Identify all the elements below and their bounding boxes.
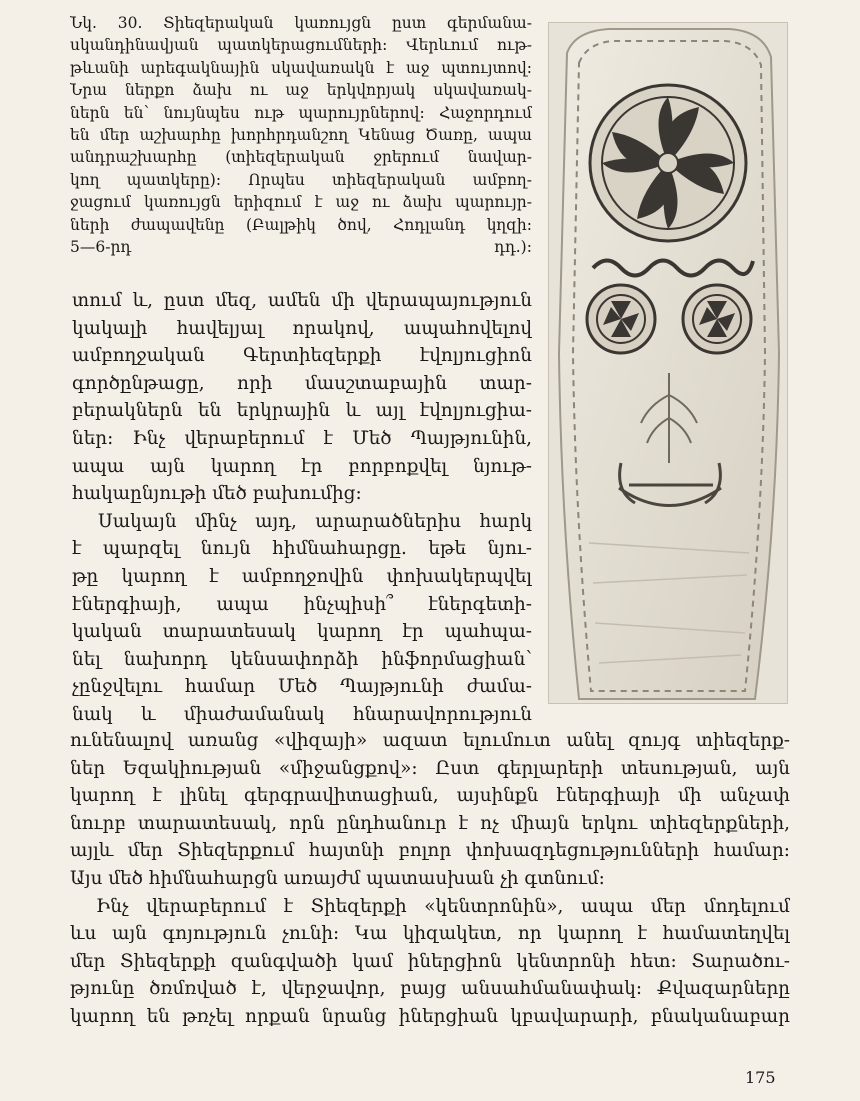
caption-line: Նկ. 30. Տիեզերական կառույցն ըստ գերմանա-	[70, 14, 532, 32]
body-line: Ինչ վերաբերում է Տիեզերքի «կենտրոնին», ապա մեր մոդելում	[96, 895, 790, 917]
body-line: կական տարատեսակ կարող էր պահպա-	[72, 621, 532, 643]
body-line: ներ: Ինչ վերաբերում է Մեծ Պայթյունին,	[72, 427, 532, 449]
body-line: է պարզել նույն հիմնահարցը. եթե նյու-	[72, 538, 532, 560]
body-line: կակալի հավելյալ որակով, ապահովելով	[72, 317, 532, 339]
caption-line: ների ժապավենը (Բալթիկ ծով, Հոդլանդ կղզի:	[70, 215, 532, 234]
body-line: նակ և միաժամանակ հնարավորություն	[72, 703, 532, 725]
figure-caption	[70, 12, 532, 258]
body-line: ունենալով առանց «վիզայի» ազատ ելումուտ անել զույգ տիեզերք-	[70, 730, 790, 751]
body-line: ապա այն կարող էր բորբոքվել նյութ-	[72, 455, 532, 477]
caption-line: Նրա ներքո ձախ ու աջ երկվորյակ սկավառակ-	[70, 81, 532, 100]
left-small-disc	[587, 285, 655, 353]
body-line: բերակներն են երկրային և այլ էվոլյուցիա-	[72, 400, 532, 422]
caption-line: են մեր աշխարհը խորհրդանշող Կենաց Ծառը, ապա	[70, 126, 532, 145]
page-number: 175	[745, 1068, 776, 1087]
body-line: կարող է լինել գերգրավիտացիան, այսինքն էներգիայի մի անչափ	[70, 785, 790, 807]
stele-figure	[548, 22, 788, 704]
body-column-text	[72, 287, 532, 729]
body-line: Այս մեծ հիմնահարցն առայժմ պատասխան չի գտնում:	[70, 867, 605, 889]
right-small-disc	[683, 285, 751, 353]
sun-disc	[590, 85, 746, 241]
caption-line: կող պատկերը): Որպես տիեզերական ամբող-	[70, 170, 532, 189]
body-line: հակաընյութի մեծ բախումից:	[72, 483, 362, 505]
body-line: ներ Եզակիության «միջանցքով»: Ըստ գերլարերի տեսության, այն	[70, 757, 790, 779]
caption-line: ներն են՝ նույնպես ութ պարույրներով: Հաջորդում	[70, 103, 532, 122]
body-line: նուրբ տարատեսակ, որն ընդհանուր է ոչ միայն երկու տիեզերքների,	[70, 812, 790, 834]
caption-line: 5—6-րդ դդ.)։	[70, 238, 532, 257]
body-line: էներգիայի, ապա ինչպիսի՞ էներգետի-	[72, 593, 532, 615]
body-line: Սակայն մինչ այդ, արարածներիս հարկ	[98, 510, 532, 532]
body-line: մեր Տիեզերքի զանգվածի կամ իներցիոն կենտրոնի հետ: Տարածու-	[70, 950, 790, 972]
body-line: ևս այն գոյություն չունի: Կա կիզակետ, որ կարող է համատեղվել	[70, 923, 790, 945]
body-line: այլև մեր Տիեզերքում հայտնի բոլոր փոխազդեցությունների համար:	[70, 840, 790, 862]
body-line: կարող են թռչել որքան նրանց իներցիան կբավարարի, բնականաբար	[70, 1005, 790, 1027]
body-line: չընջվելու համար Մեծ Պայթյունի ժամա-	[72, 676, 532, 698]
caption-line: ջացում կառույցն երիզում է աջ ու ձախ պարույր-	[70, 193, 532, 212]
caption-line: անդրաշխարհը (տիեզերական ջրերում նավար-	[70, 148, 532, 167]
body-line: գործընթացը, որի մասշտաբային տար-	[72, 372, 532, 394]
caption-line: սկանդինավյան պատկերացումների: Վերևում ութ-	[70, 36, 532, 55]
stele-illustration	[549, 23, 787, 703]
body-line: թյունը ծռմռված է, վերջավոր, բայց անսահմանափակ: Քվազարները	[70, 978, 790, 1000]
body-line: տում և, ըստ մեզ, ամեն մի վերապայություն	[72, 290, 532, 311]
body-full-width-text	[70, 727, 790, 1031]
body-line: թը կարող է ամբողջովին փոխակերպվել	[72, 565, 532, 587]
caption-line: թևանի արեգակնային սկավառակն է աջ պտույտով:	[70, 58, 532, 77]
body-line: նել նախորդ կենսափորձի ինֆորմացիան՝	[72, 648, 532, 670]
body-line: ամբողջական Գերտիեզերքի էվոլյուցիոն	[72, 345, 532, 367]
